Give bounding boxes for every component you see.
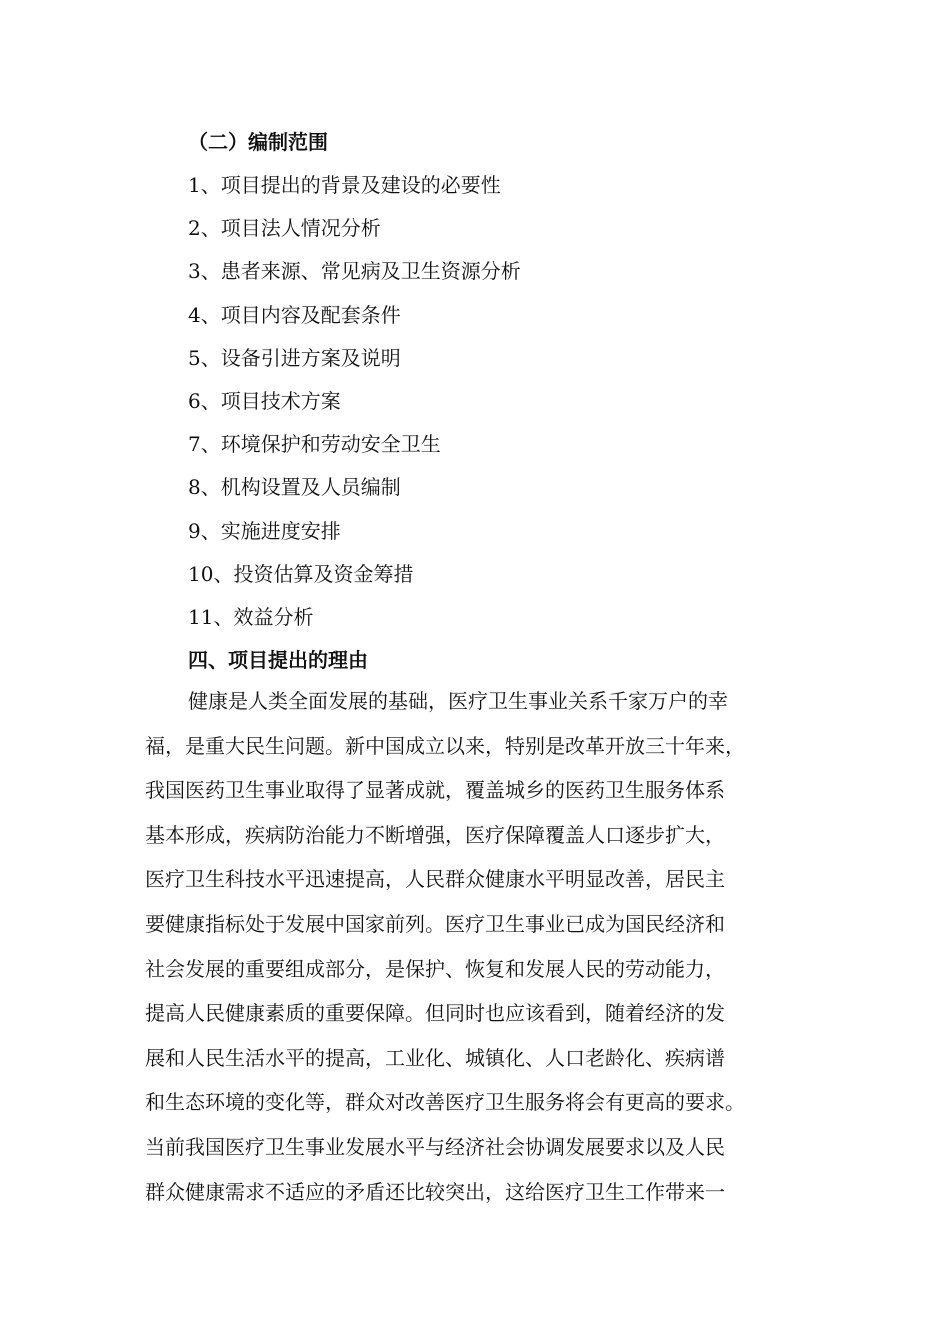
list-item: 9、实施进度安排 xyxy=(188,518,341,543)
list-item: 4、项目内容及配套条件 xyxy=(188,302,401,327)
scope-list xyxy=(188,170,521,645)
paragraph-line: 要健康指标处于发展中国家前列。医疗卫生事业已成为国民经济和 xyxy=(145,911,725,936)
list-item: 5、设备引进方案及说明 xyxy=(188,345,401,370)
list-item: 7、环境保护和劳动安全卫生 xyxy=(188,432,441,457)
section-scope-heading: （二）编制范围 xyxy=(188,130,328,154)
paragraph-line: 健康是人类全面发展的基础，医疗卫生事业关系千家万户的幸 xyxy=(188,689,728,713)
paragraph-line: 医疗卫生科技水平迅速提高，人民群众健康水平明显改善，居民主 xyxy=(145,867,725,892)
list-item: 2、项目法人情况分析 xyxy=(188,216,381,241)
paragraph-line: 社会发展的重要组成部分，是保护、恢复和发展人民的劳动能力， xyxy=(145,956,725,981)
list-item: 6、项目技术方案 xyxy=(188,388,341,413)
list-item: 8、机构设置及人员编制 xyxy=(188,475,401,500)
paragraph-line: 展和人民生活水平的提高，工业化、城镇化、人口老龄化、疾病谱 xyxy=(145,1045,725,1070)
paragraph-line: 福，是重大民生问题。新中国成立以来，特别是改革开放三十年来， xyxy=(145,733,745,758)
list-item: 11、效益分析 xyxy=(188,604,314,629)
paragraph-line: 和生态环境的变化等，群众对改善医疗卫生服务将会有更高的要求。 xyxy=(145,1090,745,1115)
list-item: 1、项目提出的背景及建设的必要性 xyxy=(188,173,501,197)
paragraph-line: 群众健康需求不适应的矛盾还比较突出，这给医疗卫生工作带来一 xyxy=(145,1179,725,1204)
reason-paragraph xyxy=(145,685,835,1220)
list-item: 10、投资估算及资金筹措 xyxy=(188,561,414,586)
list-item: 3、患者来源、常见病及卫生资源分析 xyxy=(188,259,521,284)
paragraph-line: 基本形成，疾病防治能力不断增强，医疗保障覆盖人口逐步扩大， xyxy=(145,822,725,847)
paragraph-line: 当前我国医疗卫生事业发展水平与经济社会协调发展要求以及人民 xyxy=(145,1134,725,1159)
paragraph-line: 提高人民健康素质的重要保障。但同时也应该看到，随着经济的发 xyxy=(145,1001,725,1026)
paragraph-line: 我国医药卫生事业取得了显著成就，覆盖城乡的医药卫生服务体系 xyxy=(145,778,725,803)
section-reason-heading: 四、项目提出的理由 xyxy=(188,648,368,672)
